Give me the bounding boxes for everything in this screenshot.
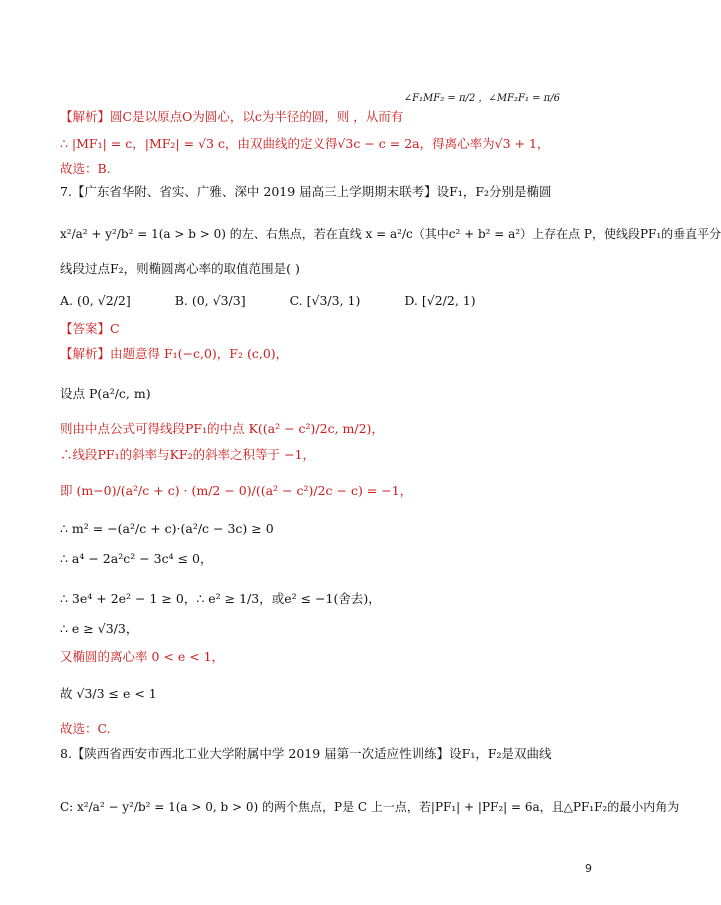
solution-step-5: 即 (m−0)/(a²/c + c) · (m/2 − 0)/((a² − c²)/2c − c) = −1， — [60, 483, 413, 498]
solution-step-8: ∴ 3e⁴ + 2e² − 1 ≥ 0，∴ e² ≥ 1/3，或e² ≤ −1(舍去)， — [60, 591, 381, 606]
solution-step-3: 则由中点公式可得线段PF₁的中点 K((a² − c²)/2c, m/2)， — [60, 421, 384, 436]
solution-step-4: ∴线段PF₁的斜率与KF₂的斜率之积等于 −1， — [60, 447, 316, 462]
question-8-title: 8.【陕西省西安市西北工业大学附属中学 2019 届第一次适应性训练】设F₁，F₂是双曲线 — [60, 746, 552, 761]
solution-step-10: 又椭圆的离心率 0 < e < 1， — [60, 649, 225, 664]
question-7-line-3: 线段过点F₂，则椭圆离心率的取值范围是( ) — [60, 261, 300, 276]
question-7-options — [60, 292, 600, 310]
solution-step-9: ∴ e ≥ √3/3， — [60, 621, 139, 636]
question-7-equation: x²/a² + y²/b² = 1(a > b > 0) 的左、右焦点，若在直线 x = a²/c（其中c² + b² = a²）上存在点 P，使线段PF₁的垂直平分 — [60, 227, 721, 241]
option-d: D. [√2/2, 1) — [404, 293, 476, 308]
solution-step-6: ∴ m² = −(a²/c + c)·(a²/c − 3c) ≥ 0 — [60, 521, 274, 536]
page-number: 9 — [585, 862, 592, 875]
option-a: A. (0, √2/2] — [60, 293, 131, 308]
answer-label: 【答案】C — [60, 321, 120, 336]
question-7-title: 7.【广东省华附、省实、广雅、深中 2019 届高三上学期期末联考】设F₁，F₂分别是椭圆 — [60, 184, 552, 199]
option-c: C. [√3/3, 1) — [289, 293, 361, 308]
solution-step-7: ∴ a⁴ − 2a²c² − 3c⁴ ≤ 0， — [60, 551, 213, 566]
choice-line-c: 故选：C. — [60, 721, 111, 736]
question-8-equation: C: x²/a² − y²/b² = 1(a > 0, b > 0) 的两个焦点，P是 C 上一点，若|PF₁| + |PF₂| = 6a，且△PF₁F₂的最小内角为 — [60, 800, 680, 814]
solution-step-1: 【解析】由题意得 F₁(−c,0)，F₂ (c,0)， — [60, 346, 289, 361]
solution-step-2: 设点 P(a²/c, m) — [60, 386, 151, 401]
choice-line-b: 故选：B. — [60, 161, 111, 176]
analysis-line-1: 【解析】圆C是以原点O为圆心，以c为半径的圆，则 ，从而有 — [60, 109, 404, 124]
option-b: B. (0, √3/3] — [174, 293, 246, 308]
solution-step-11: 故 √3/3 ≤ e < 1 — [60, 686, 157, 701]
angle-formulas: ∠F₁MF₂ = π/2 ，∠MF₂F₁ = π/6 — [403, 93, 560, 104]
analysis-line-2: ∴ |MF₁| = c，|MF₂| = √3 c，由双曲线的定义得√3c − c = 2a，得离心率为√3 + 1， — [60, 136, 550, 151]
